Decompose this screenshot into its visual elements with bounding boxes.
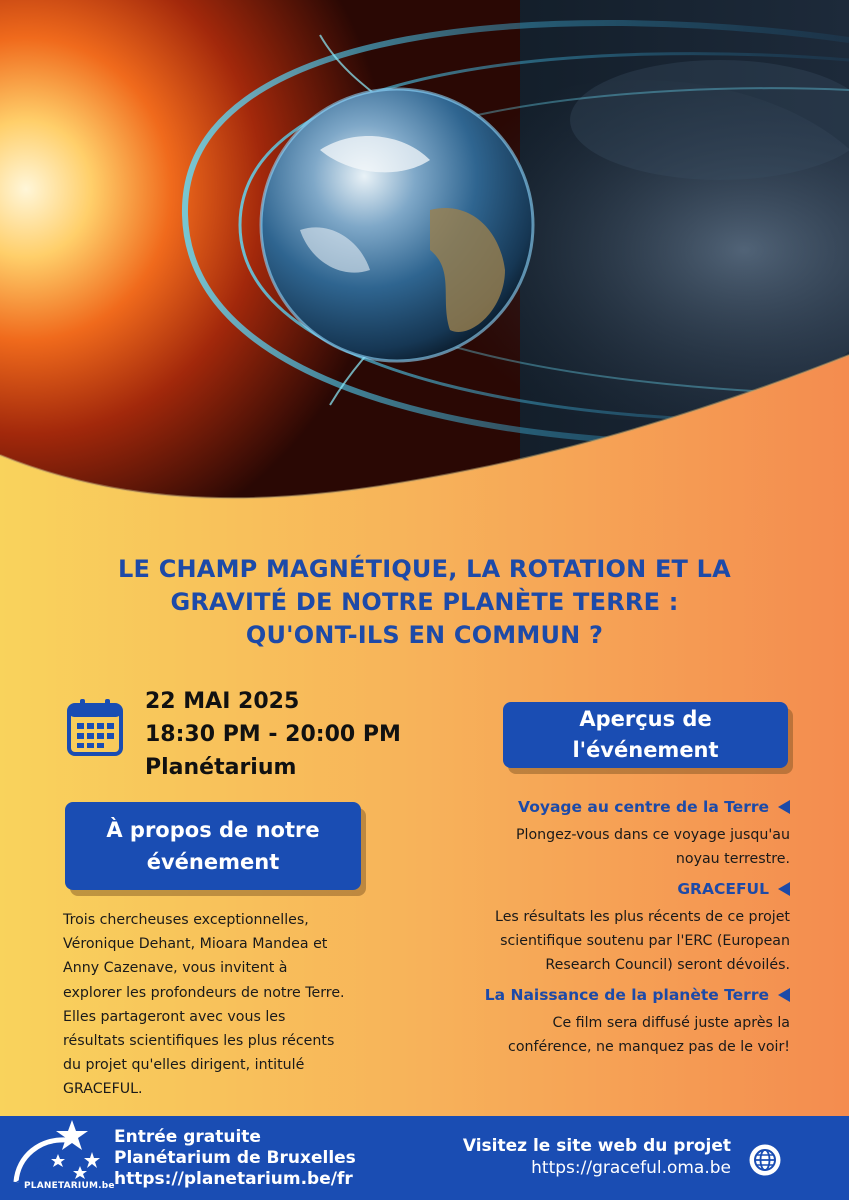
triangle-left-icon <box>778 800 790 814</box>
planetarium-link[interactable]: https://planetarium.be/fr <box>114 1169 353 1189</box>
preview-desc-line: Ce film sera diffusé juste après la <box>552 1015 790 1031</box>
preview-title-text: La Naissance de la planète Terre <box>484 986 769 1004</box>
about-text-line: explorer les profondeurs de notre Terre. <box>63 984 345 1001</box>
about-text-line: résultats scientifiques les plus récents <box>63 1033 335 1050</box>
page-title <box>30 553 819 652</box>
event-details <box>145 685 401 784</box>
triangle-left-icon <box>778 882 790 896</box>
preview-title-text: GRACEFUL <box>677 880 769 898</box>
preview-item <box>405 877 790 977</box>
entry-info: Entrée gratuite <box>114 1127 261 1147</box>
apercus-heading-line-1: Aperçus de <box>579 707 712 731</box>
title-line-2: GRAVITÉ DE NOTRE PLANÈTE TERRE : <box>170 588 679 616</box>
preview-desc-line: conférence, ne manquez pas de le voir! <box>508 1039 790 1055</box>
about-heading-line-2: événement <box>146 850 280 874</box>
preview-item-description <box>405 823 790 871</box>
planetarium-logo[interactable] <box>10 1116 115 1200</box>
preview-desc-line: scientifique soutenu par l'ERC (European <box>500 933 790 949</box>
preview-item-title <box>405 877 790 901</box>
project-website-label: Visitez le site web du projet <box>462 1136 731 1156</box>
preview-item <box>405 795 790 871</box>
about-text-line: Véronique Dehant, Mioara Mandea et <box>63 936 328 953</box>
preview-desc-line: Research Council) seront dévoilés. <box>545 957 790 973</box>
title-line-1: LE CHAMP MAGNÉTIQUE, LA ROTATION ET LA <box>118 555 731 583</box>
apercus-heading <box>503 702 788 768</box>
project-link[interactable]: https://graceful.oma.be <box>531 1158 731 1178</box>
calendar-icon <box>66 697 124 757</box>
preview-item-title <box>405 795 790 819</box>
globe-icon[interactable] <box>748 1143 782 1177</box>
apercus-heading-line-2: l'événement <box>572 738 719 762</box>
logo-text: PLANETARIUM.be <box>24 1181 115 1191</box>
preview-desc-line: Les résultats les plus récents de ce projet <box>495 909 790 925</box>
about-text-line: GRACEFUL. <box>63 1081 143 1098</box>
about-heading <box>65 802 361 890</box>
preview-item-description <box>405 1011 790 1059</box>
about-text-line: Anny Cazenave, vous invitent à <box>63 960 288 977</box>
preview-item <box>405 983 790 1059</box>
footer <box>0 1116 849 1200</box>
about-text-line: Trois chercheuses exceptionnelles, <box>63 912 309 928</box>
footer-venue-info <box>114 1127 356 1190</box>
footer-project-info <box>463 1135 731 1179</box>
event-date: 22 MAI 2025 <box>145 689 300 714</box>
preview-desc-line: noyau terrestre. <box>675 851 790 867</box>
about-text-line: Elles partageront avec vous les <box>63 1008 286 1025</box>
preview-list <box>405 795 790 1065</box>
about-text <box>63 908 413 1102</box>
title-line-3: QU'ONT-ILS EN COMMUN ? <box>245 621 604 649</box>
preview-title-text: Voyage au centre de la Terre <box>518 798 769 816</box>
preview-desc-line: Plongez-vous dans ce voyage jusqu'au <box>515 827 790 843</box>
event-place: Planétarium <box>145 755 297 780</box>
venue-name: Planétarium de Bruxelles <box>114 1148 356 1168</box>
event-time: 18:30 PM - 20:00 PM <box>145 722 401 747</box>
about-text-line: du projet qu'elles dirigent, intitulé <box>63 1057 305 1074</box>
about-heading-line-1: À propos de notre <box>106 818 320 842</box>
preview-item-description <box>405 905 790 977</box>
preview-item-title <box>405 983 790 1007</box>
triangle-left-icon <box>778 988 790 1002</box>
hero-image <box>0 0 849 540</box>
